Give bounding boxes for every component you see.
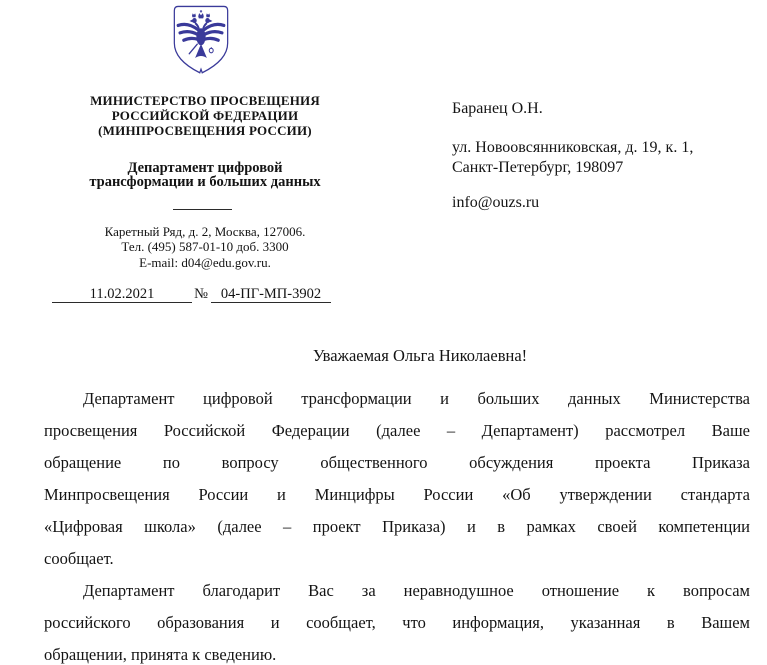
body-line: просвещения Российской Федерации (далее – Департамент) рассмотрел Ваше <box>44 421 750 440</box>
paragraph-2 <box>44 575 750 665</box>
letterhead-divider <box>173 209 232 210</box>
department-name-line: трансформации и больших данных <box>89 174 321 190</box>
org-phone: Тел. (495) 587-01-10 доб. 3300 <box>121 239 289 255</box>
recipient-address-line: Санкт-Петербург, 198097 <box>452 159 624 176</box>
ministry-name-line: МИНИСТЕРСТВО ПРОСВЕЩЕНИЯ <box>90 93 320 108</box>
body-line: Департамент благодарит Вас за неравнодушное отношение к вопросам <box>83 581 750 600</box>
recipient-email: info@ouzs.ru <box>452 194 540 211</box>
body-line: Департамент цифровой трансформации и больших данных Министерства <box>83 389 750 408</box>
recipient-block <box>452 99 752 213</box>
body-line: сообщает. <box>44 549 114 568</box>
ministry-name-line: (МИНПРОСВЕЩЕНИЯ РОССИИ) <box>98 123 312 139</box>
double-headed-eagle-emblem <box>170 5 232 77</box>
body-line: обращении, принята к сведению. <box>44 645 277 664</box>
body-line: российского образования и сообщает, что информация, указанная в Вашем <box>44 613 750 632</box>
department-name-line: Департамент цифровой <box>127 160 283 176</box>
salutation: Уважаемая Ольга Николаевна! <box>312 346 528 365</box>
body-line: обращение по вопросу общественного обсуждения проекта Приказа <box>44 453 750 472</box>
recipient-address-line: ул. Новоовсянниковская, д. 19, к. 1, <box>452 139 694 156</box>
letter-date: 11.02.2021 <box>52 286 192 303</box>
body-line: «Цифровая школа» (далее – проект Приказа) и в рамках своей компетенции <box>44 517 750 536</box>
recipient-name: Баранец О.Н. <box>452 100 543 117</box>
letter-body <box>44 383 750 665</box>
org-contact-block <box>40 224 370 270</box>
ministry-name-line: РОССИЙСКОЙ ФЕДЕРАЦИИ <box>111 108 299 124</box>
ministry-name <box>40 93 370 139</box>
letter-number: 04-ПГ-МП-3902 <box>211 286 331 303</box>
paragraph-1 <box>44 383 750 575</box>
org-postal-address: Каретный Ряд, д. 2, Москва, 127006. <box>104 224 306 239</box>
body-line: Минпросвещения России и Минцифры России «Об утверждении стандарта <box>44 485 750 504</box>
reference-row <box>52 286 331 303</box>
coat-of-arms-russia-icon <box>170 5 232 77</box>
recipient-address <box>452 138 752 178</box>
number-sign: № <box>194 286 208 302</box>
org-email: E-mail: d04@edu.gov.ru. <box>139 254 271 270</box>
department-name <box>40 161 370 189</box>
